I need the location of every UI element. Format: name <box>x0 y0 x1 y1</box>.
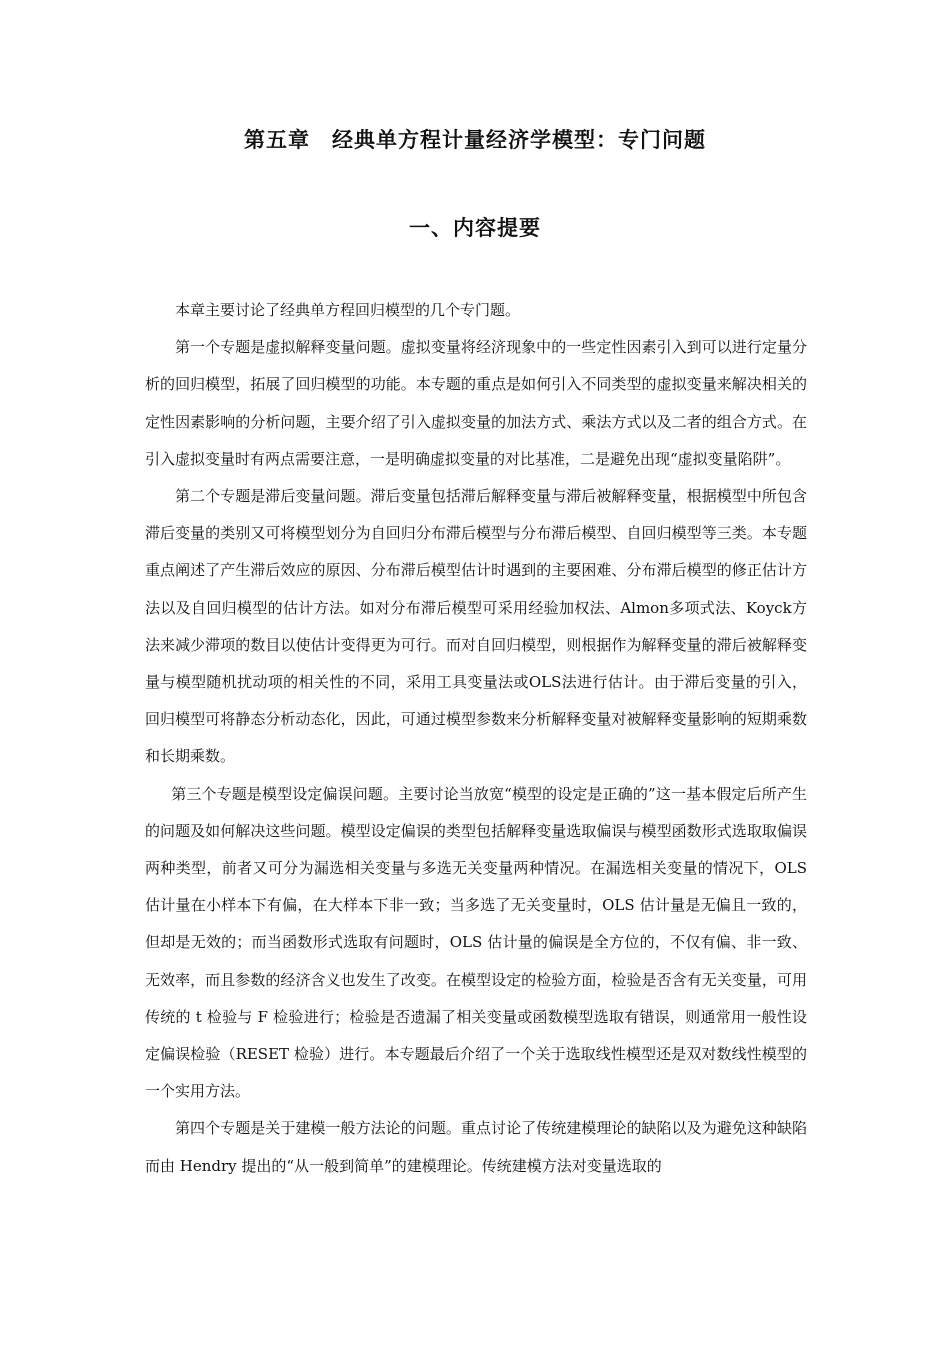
paragraph-topic-4: 第四个专题是关于建模一般方法论的问题。重点讨论了传统建模理论的缺陷以及为避免这种缺陷而由 Hendry 提出的“从一般到简单”的建模理论。传统建模方法对变量选取的 <box>145 1119 807 1175</box>
paragraph-topic-1: 第一个专题是虚拟解释变量问题。虚拟变量将经济现象中的一些定性因素引入到可以进行定量分析的回归模型，拓展了回归模型的功能。本专题的重点是如何引入不同类型的虚拟变量来解决相关的定性因素影响的分析问题，主要介绍了引入虚拟变量的加法方式、乘法方式以及二者的组合方式。在引入虚拟变量时有两点需要注意，一是明确虚拟变量的对比基准，二是避免出现“虚拟变量陷阱”。 <box>145 338 807 468</box>
chapter-name: 经典单方程计量经济学模型：专门问题 <box>332 127 706 152</box>
paragraph-intro: 本章主要讨论了经典单方程回归模型的几个专门题。 <box>175 301 521 319</box>
chapter-number: 第五章 <box>244 127 310 152</box>
paragraph-topic-3: 第三个专题是模型设定偏误问题。主要讨论当放宽“模型的设定是正确的”这一基本假定后所产生的问题及如何解决这些问题。模型设定偏误的类型包括解释变量选取偏误与模型函数形式选取取偏误两种类型，前者又可分为漏选相关变量与多选无关变量两种情况。在漏选相关变量的情况下，OLS 估计量在小样本下有偏，在大样本下非一致；当多选了无关变量时，OLS 估计量是无偏且一致的，但却是无效的；而当函数形式选取有问题时，OLS 估计量的偏误是全方位的，不仅有偏、非一致、无效率，而且参数的经济含义也发生了改变。在模型设定的检验方面，检验是否含有无关变量，可用传统的 t 检验与 F 检验进行；检验是否遗漏了相关变量或函数模型选取有错误，则通常用一般性设定偏误检验（RESET 检验）进行。本专题最后介绍了一个关于选取线性模型还是双对数线性模型的一个实用方法。 <box>145 784 807 1101</box>
chapter-title <box>0 124 950 154</box>
body-text <box>145 292 807 1185</box>
paragraph-topic-2: 第二个专题是滞后变量问题。滞后变量包括滞后解释变量与滞后被解释变量，根据模型中所包含滞后变量的类别又可将模型划分为自回归分布滞后模型与分布滞后模型、自回归模型等三类。本专题重点阐述了产生滞后效应的原因、分布滞后模型估计时遇到的主要困难、分布滞后模型的修正估计方法以及自回归模型的估计方法。如对分布滞后模型可采用经验加权法、Almon多项式法、Koyck方法来减少滞项的数目以使估计变得更为可行。而对自回归模型，则根据作为解释变量的滞后被解释变量与模型随机扰动项的相关性的不同，采用工具变量法或OLS法进行估计。由于滞后变量的引入，回归模型可将静态分析动态化，因此，可通过模型参数来分析解释变量对被解释变量影响的短期乘数和长期乘数。 <box>145 487 807 766</box>
section-title: 一、内容提要 <box>409 215 541 240</box>
